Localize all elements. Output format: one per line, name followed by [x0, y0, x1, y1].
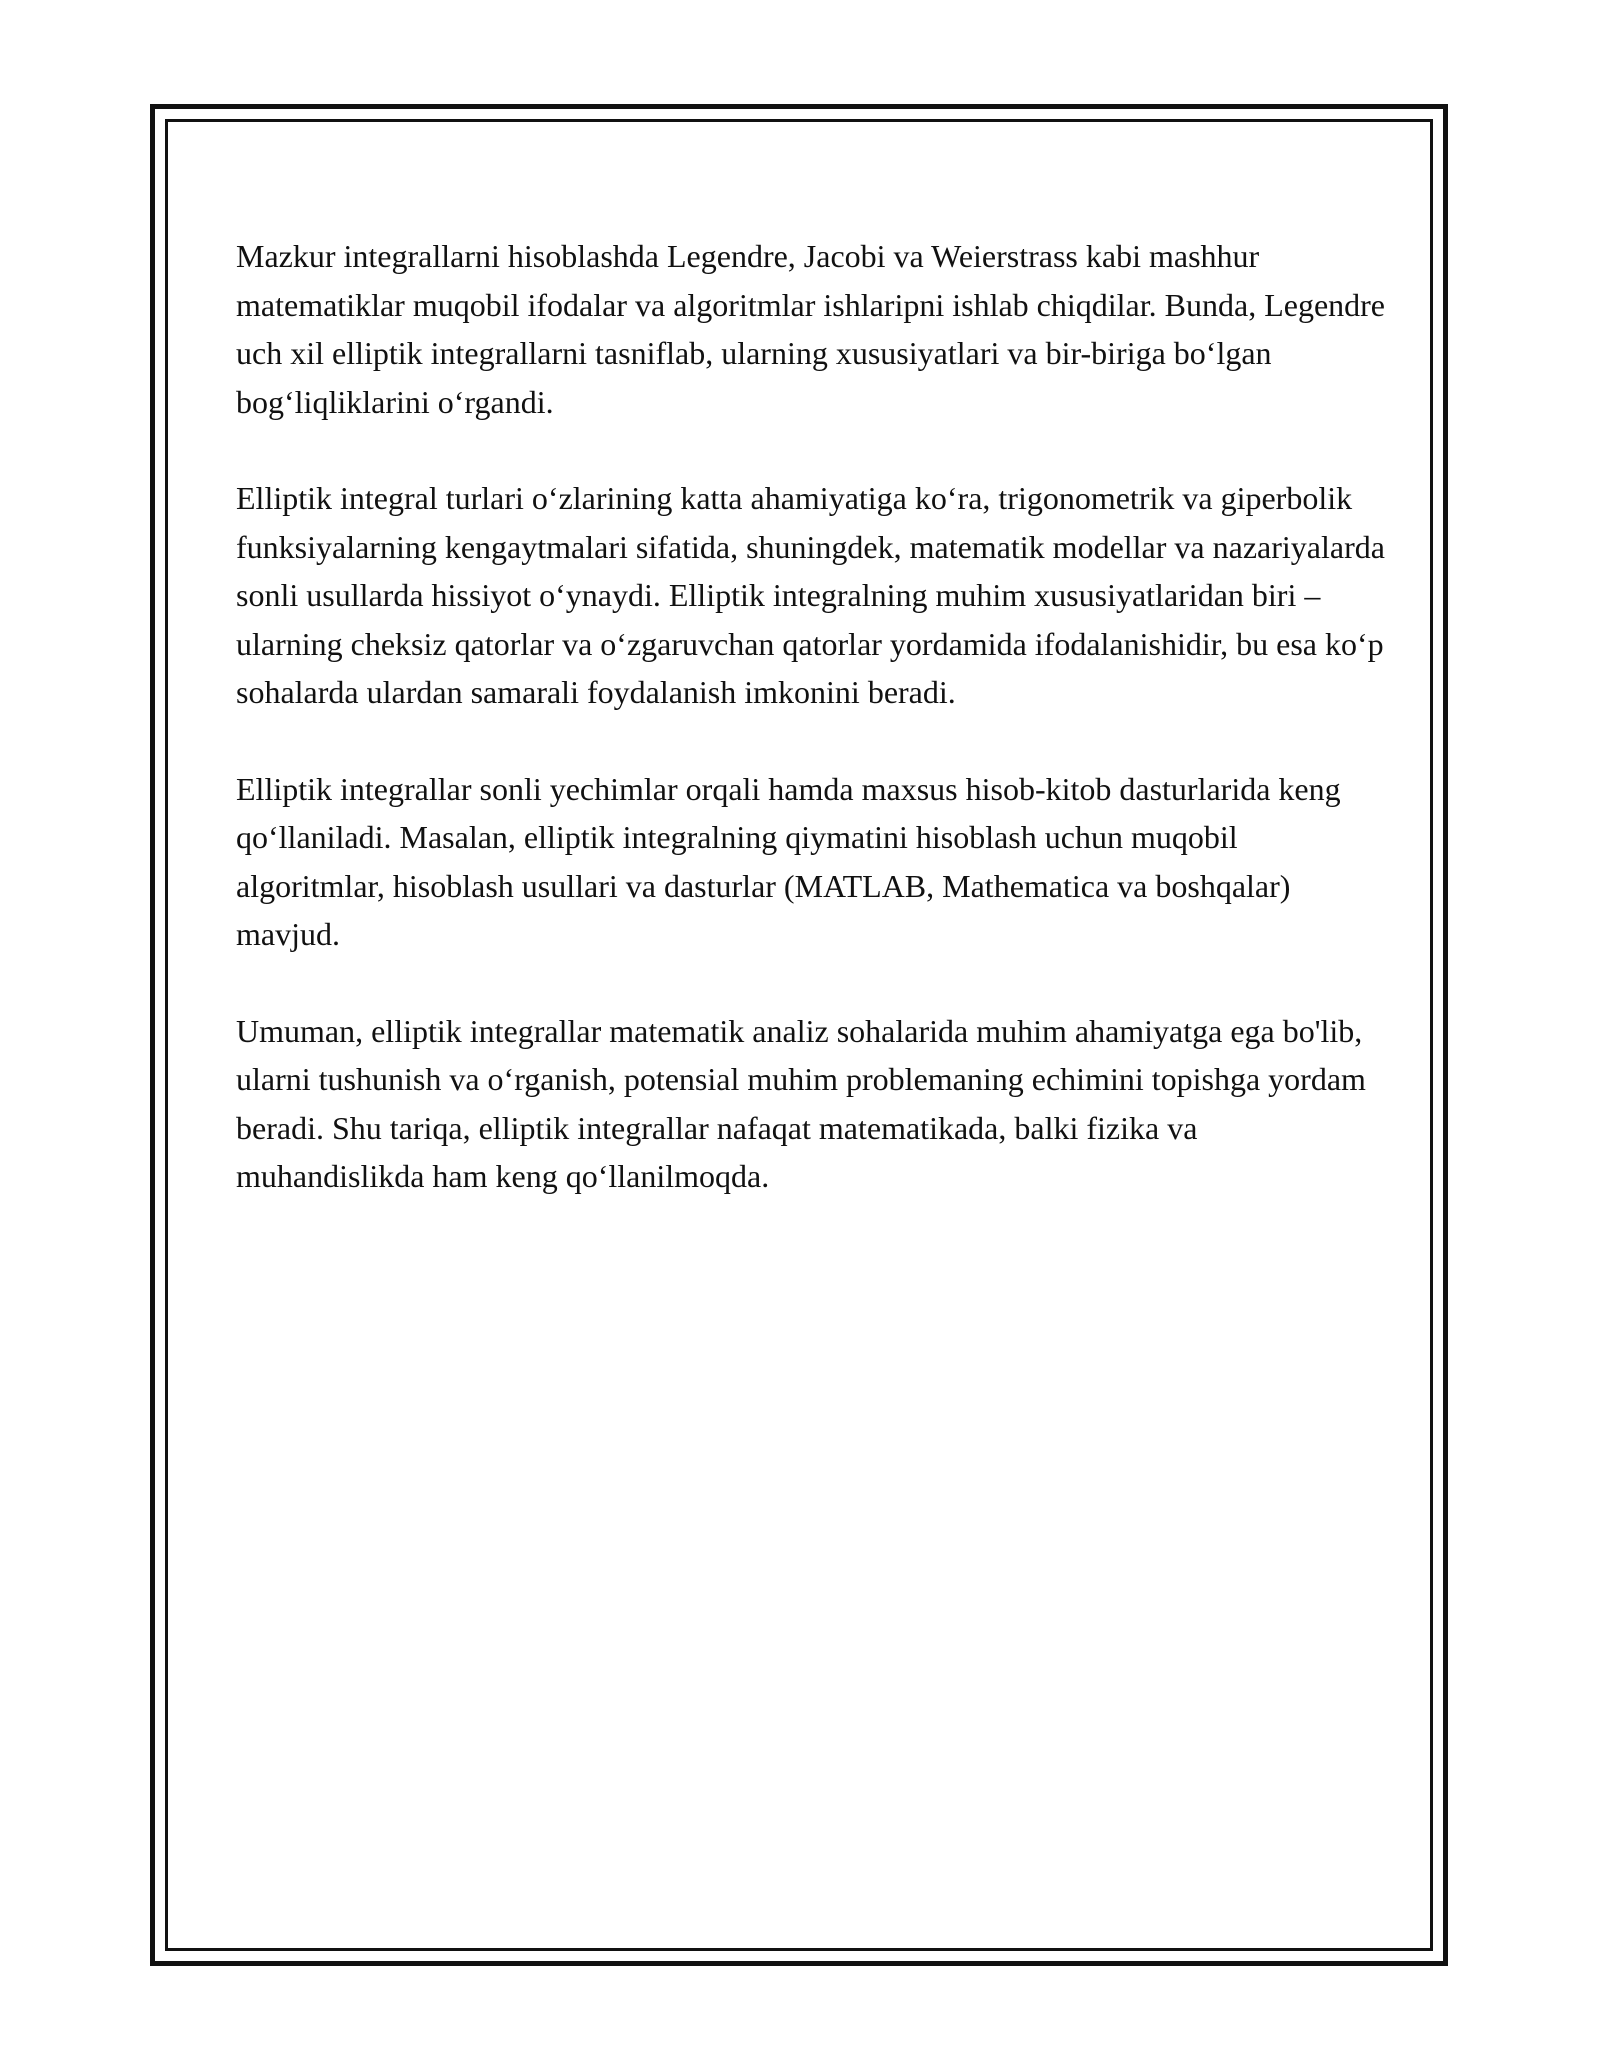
- paragraph-conclusion: Umuman, elliptik integrallar matematik analiz sohalarida muhim ahamiyatga ega bo'lib, ularni tushunish va o‘rganish, potensial muhim problemaning echimini topishga yordam beradi. Shu tariqa, elliptik integrallar nafaqat matematikada, balki fizika va muhandislikda ham keng qo‘llanilmoqda.: [236, 1012, 1366, 1194]
- document-body: [236, 232, 1386, 1249]
- paragraph-integral-types: Elliptik integral turlari o‘zlarining katta ahamiyatiga ko‘ra, trigonometrik va giperbolik funksiyalarning kengaytmalari sifatida, shuningdek, matematik modellar va nazariyalarda sonli usullarda hissiyot o‘ynaydi. Elliptik integralning muhim xususiyatlaridan biri – ularning cheksiz qatorlar va o‘zgaruvchan qatorlar yordamida ifodalanishidir, bu esa ko‘p sohalarda ulardan samarali foydalanish imkonini beradi.: [236, 480, 1385, 710]
- paragraph-legendre: Mazkur integrallarni hisoblashda Legendre, Jacobi va Weierstrass kabi mashhur matematiklar muqobil ifodalar va algoritmlar ishlaripni ishlab chiqdilar. Bunda, Legendre uch xil elliptik integrallarni tasniflab, ularning xususiyatlari va bir-biriga bo‘lgan bog‘liqliklarini o‘rgandi.: [236, 238, 1385, 420]
- paragraph-numerical-solutions: Elliptik integrallar sonli yechimlar orqali hamda maxsus hisob-kitob dasturlarida keng qo‘llaniladi. Masalan, elliptik integralning qiymatini hisoblash uchun muqobil algoritmlar, hisoblash usullari va dasturlar (MATLAB, Mathematica va boshqalar) mavjud.: [236, 770, 1341, 952]
